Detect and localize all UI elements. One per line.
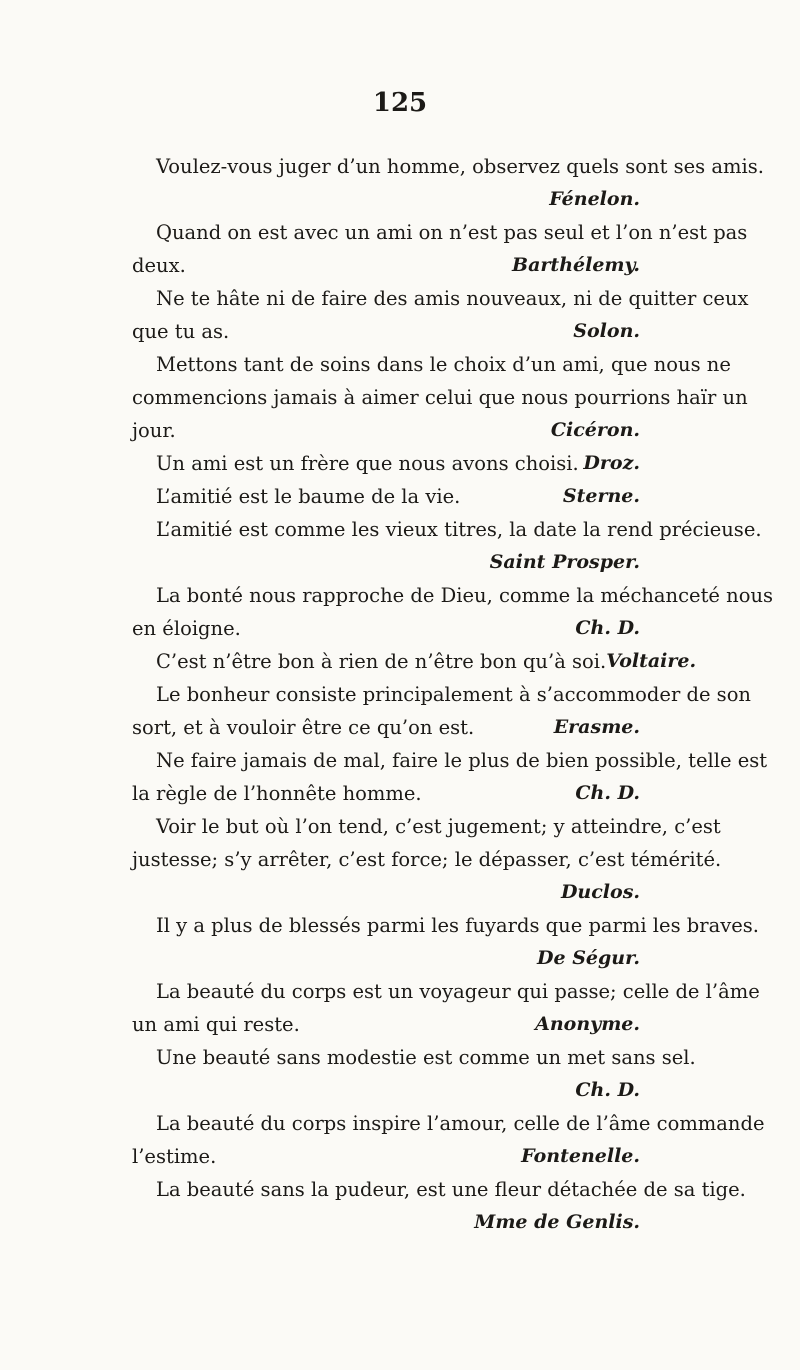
- quote: [132, 480, 692, 513]
- quote-author: Fénelon.: [549, 188, 640, 210]
- quote: [132, 150, 764, 216]
- quote-author: Mme de Genlis.: [474, 1211, 640, 1233]
- quote-line: jour.: [132, 419, 176, 442]
- quote-last-line: [132, 777, 692, 810]
- quote-last-line: [132, 447, 692, 480]
- quote: [132, 678, 751, 744]
- quote-line: L’amitié est comme les vieux titres, la date la rend précieuse.: [156, 518, 762, 541]
- quote: [132, 810, 722, 909]
- quote-author: Solon.: [573, 320, 640, 342]
- quote-line: Ne te hâte ni de faire des amis nouveaux, ni de quitter ceux: [156, 287, 749, 310]
- quote-last-line: [132, 414, 692, 447]
- quote-last-line: [132, 480, 692, 513]
- quote-author: De Ségur.: [537, 947, 640, 969]
- quote: [132, 1107, 765, 1173]
- quote: [132, 744, 768, 810]
- quote-author: Ch. D.: [575, 782, 640, 804]
- quote-author: Anonyme.: [535, 1013, 640, 1035]
- quote-line: en éloigne.: [132, 617, 241, 640]
- quote-line: sort, et à vouloir être ce qu’on est.: [132, 716, 475, 739]
- quote-line: Le bonheur consiste principalement à s’accommoder de son: [156, 683, 751, 706]
- quote: [132, 975, 760, 1041]
- quote-line: un ami qui reste.: [132, 1013, 300, 1036]
- quote-line: Une beauté sans modestie est comme un met sans sel.: [156, 1046, 696, 1069]
- quote-line: la règle de l’honnête homme.: [132, 782, 422, 805]
- quote-author: Saint Prosper.: [489, 551, 640, 573]
- quote-author: Barthélemy.: [512, 254, 640, 276]
- quote-last-line: [132, 711, 692, 744]
- quote: [132, 282, 749, 348]
- quote-line: justesse; s’y arrêter, c’est force; le dépasser, c’est témérité.: [132, 848, 722, 871]
- quote-author: Ch. D.: [575, 617, 640, 639]
- quote-last-line: [132, 645, 697, 678]
- quote-author: Sterne.: [562, 485, 640, 507]
- quote-line: Quand on est avec un ami on n’est pas seul et l’on n’est pas: [156, 221, 748, 244]
- quotes-list: [132, 150, 774, 1239]
- quote: [132, 1041, 696, 1107]
- quote-last-line: [132, 1140, 692, 1173]
- quote: [132, 348, 748, 447]
- quote-author: Voltaire.: [606, 650, 697, 672]
- quote-line: l’estime.: [132, 1145, 217, 1168]
- quote-line: L’amitié est le baume de la vie.: [156, 485, 461, 508]
- quote: [132, 1173, 746, 1239]
- quote-line: La beauté sans la pudeur, est une fleur détachée de sa tige.: [156, 1178, 746, 1201]
- quote-line: que tu as.: [132, 320, 230, 343]
- quote-line: La bonté nous rapproche de Dieu, comme la méchanceté nous: [156, 584, 774, 607]
- quote-author: Fontenelle.: [521, 1145, 640, 1167]
- quote-line: Il y a plus de blessés parmi les fuyards que parmi les braves.: [156, 914, 759, 937]
- quote: [132, 579, 774, 645]
- quote: [132, 447, 692, 480]
- quote-line: commencions jamais à aimer celui que nous pourrions haïr un: [132, 386, 748, 409]
- quote-last-line: [132, 1008, 692, 1041]
- quote: [132, 216, 748, 282]
- quote: [132, 909, 759, 975]
- quote-author: Cicéron.: [550, 419, 640, 441]
- quote-line: deux.: [132, 254, 186, 277]
- quote-author: Ch. D.: [575, 1079, 640, 1101]
- quote-author: Duclos.: [560, 881, 640, 903]
- quote-line: Mettons tant de soins dans le choix d’un ami, que nous ne: [156, 353, 731, 376]
- quote-last-line: [132, 315, 692, 348]
- quote-line: Voulez-vous juger d’un homme, observez quels sont ses amis.: [156, 155, 764, 178]
- quote-line: C’est n’être bon à rien de n’être bon qu’à soi.: [156, 650, 607, 673]
- quote-line: Un ami est un frère que nous avons choisi.: [156, 452, 579, 475]
- quote-last-line: [132, 249, 692, 282]
- quote-line: Ne faire jamais de mal, faire le plus de bien possible, telle est: [156, 749, 768, 772]
- page-number: 125: [372, 88, 428, 118]
- quote-line: La beauté du corps est un voyageur qui passe; celle de l’âme: [156, 980, 760, 1003]
- quote-line: La beauté du corps inspire l’amour, celle de l’âme commande: [156, 1112, 765, 1135]
- quote: [132, 513, 762, 579]
- quote: [132, 645, 697, 678]
- quote-last-line: [132, 612, 692, 645]
- quote-author: Erasme.: [553, 716, 640, 738]
- quote-line: Voir le but où l’on tend, c’est jugement; y atteindre, c’est: [156, 815, 721, 838]
- quote-author: Droz.: [583, 452, 640, 474]
